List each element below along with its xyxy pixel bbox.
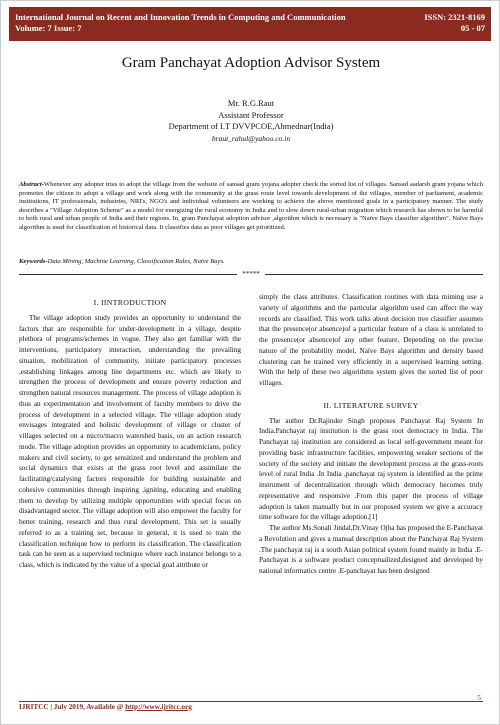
abstract-label: Abstract- <box>19 181 44 188</box>
footer <box>19 703 192 711</box>
paper-title: Gram Panchayat Adoption Advisor System <box>121 55 381 71</box>
journal-title-block <box>15 12 346 33</box>
author-department: Department of I.T DVVPCOE,Ahmednar(India) <box>168 121 334 131</box>
journal-pages: 05 - 07 <box>460 22 485 33</box>
journal-header <box>9 7 491 41</box>
author-block <box>1 98 500 144</box>
author-role: Assistant Professor <box>218 109 284 120</box>
section-heading-introduction: I. IINTRODUCTION <box>93 298 167 307</box>
abstract <box>19 181 483 233</box>
keywords-text: Data Mining, Machine Learning, Classification Rules, Naïve Bays. <box>47 258 225 265</box>
introduction-paragraph: The village adoption study provides an opportunity to understand the factors that are responsible for under-development in a village, despite plethora of programs/schemes in vogue. They also get familiar with the interventions, participatory interaction, understanding the prevailing situation, mobilization of community, initiate participatory processes ,establishing linkages among line departments etc. which are likely to strengthen the process of development and ensure poverty reduction and strengthen natural resources management. The process of village adoption is thus an experimentation and involvement of faculty members to drive the process of development in a selected village. The village adoption study envisages integrated and holistic development of village or cluster of villages selected on a micro/macro watershed basis, on an action research mode. The village adoption provides an opportunity to academicians, policy makers and civil society, to get sensitized and understand the problem and social dynamics that exists at the grass root level and assimilate the facilitating/catalysing factors responsible for building sustainable and cohesive communities through inspiring ,igniting, educating and enabling them to develop by utilizing multiple opportunities with special focus on disadvantaged sector. The village adoption will also empower the faculty for better training, research and thus rural development. This set is usually referred to as a training set, because in general, it is used to train the classification technique how to perform its classification. The classification task can be seen as a supervised technique where each instance belongs to a class, which is indicated by the value of a special goal attribute or <box>19 313 241 569</box>
author-name: Mr. R.G.Raut <box>227 98 275 108</box>
keywords <box>19 258 483 265</box>
literature-paragraph-1: The author Dr.Rajinder Singh proposes Panchayat Raj System In India.Panchayat raj institution is the grass root democracy in India. The Panchayat raj institution are considered as local self-government meant for providing basic infrastructure facilities, empowering weaker sections of the society of the society and initiate the development process at the grass-roots level of rural India .In India ,panchayat raj system is identified as the prime instrument of decentralization through which democracy becomes truly representative and responsive .From this paper the process of village adoption is taken manually but in our proposed system we give a accuracy time software for the village adoption.[1] <box>259 416 483 522</box>
page-number: 5 <box>477 693 481 702</box>
section-heading-literature-survey: II. LITERATURE SURVEY <box>323 400 419 410</box>
journal-issn-block <box>424 12 485 33</box>
footer-text: IJRITCC | July 2019, Available @ <box>19 703 126 711</box>
journal-name: International Journal on Recent and Innovation Trends in Computing and Communication <box>15 12 346 22</box>
literature-paragraph-2: The author Ms.Sonali Jindal,Dr.Vinay Ojha has proposed the E-Panchayat a Revolution and gives a manual description about the Panchayat Raj System .The panchayat raj is a south Asian political system found mainly in India .E-Panchayat is a software product conceptualized,designed and developed by national informatics centre .E-panchayat has been designed <box>259 524 483 575</box>
abstract-text: Whenever any adopter tries to adopt the village from the website of sansad gram yojana adopter check the sorted list of villages. Sansad aadarsh gram yojana which promotes the citizen to adopt a village and work along with the community at the grass route level towards development of the villages, member of parliament, academic institutions, IT professionals, industries, NRI's, NGO's and individual volunteers are working to achieve the above mentioned goals in a participatory manner. The study describes a "Village Adoption Scheme" as a model for energizing the rural economy in India and to slow down rural-urban migration which research has shown to be harmful to both rural and urban people of India and their regions. In, gram Panchayat adoption advisor ,algorithm which is necessary is "Naïve Bays classifier algorithm". Naïve Bays algorithm is used for classification of historical data. It classifies data as poor villages get prioritized. <box>19 181 483 231</box>
left-column <box>19 292 241 571</box>
separator-rule-right <box>265 274 483 275</box>
author-email: braut_rahul@yahoo.co.in <box>211 133 291 143</box>
footer-rule <box>19 701 483 702</box>
continued-paragraph: simply the class attributes. Classification routines with data miming use a variety of algorithms and the particular algorithm used can affect the way records are classified. This work talks about decision tree classifier assumes that the presence(or absence)of a particular feature of a class is unrelated to the presence(or absence)of any other feature. Depending on the precise nature of the probability model, Naïve Bays algorithm and density based clustering can be trained very efficiently in a supervised learning setting. With the help of these two algorithms system gives the sorted list of poor villages. <box>259 293 483 387</box>
right-column <box>259 292 483 577</box>
journal-volume: Volume: 7 Issue: 7 <box>15 22 82 33</box>
keywords-label: Keywords- <box>19 258 48 265</box>
footer-link[interactable]: http://www.ijritcc.org <box>125 703 192 711</box>
separator-stars: ***** <box>242 270 260 278</box>
journal-issn: ISSN: 2321-8169 <box>424 12 485 22</box>
